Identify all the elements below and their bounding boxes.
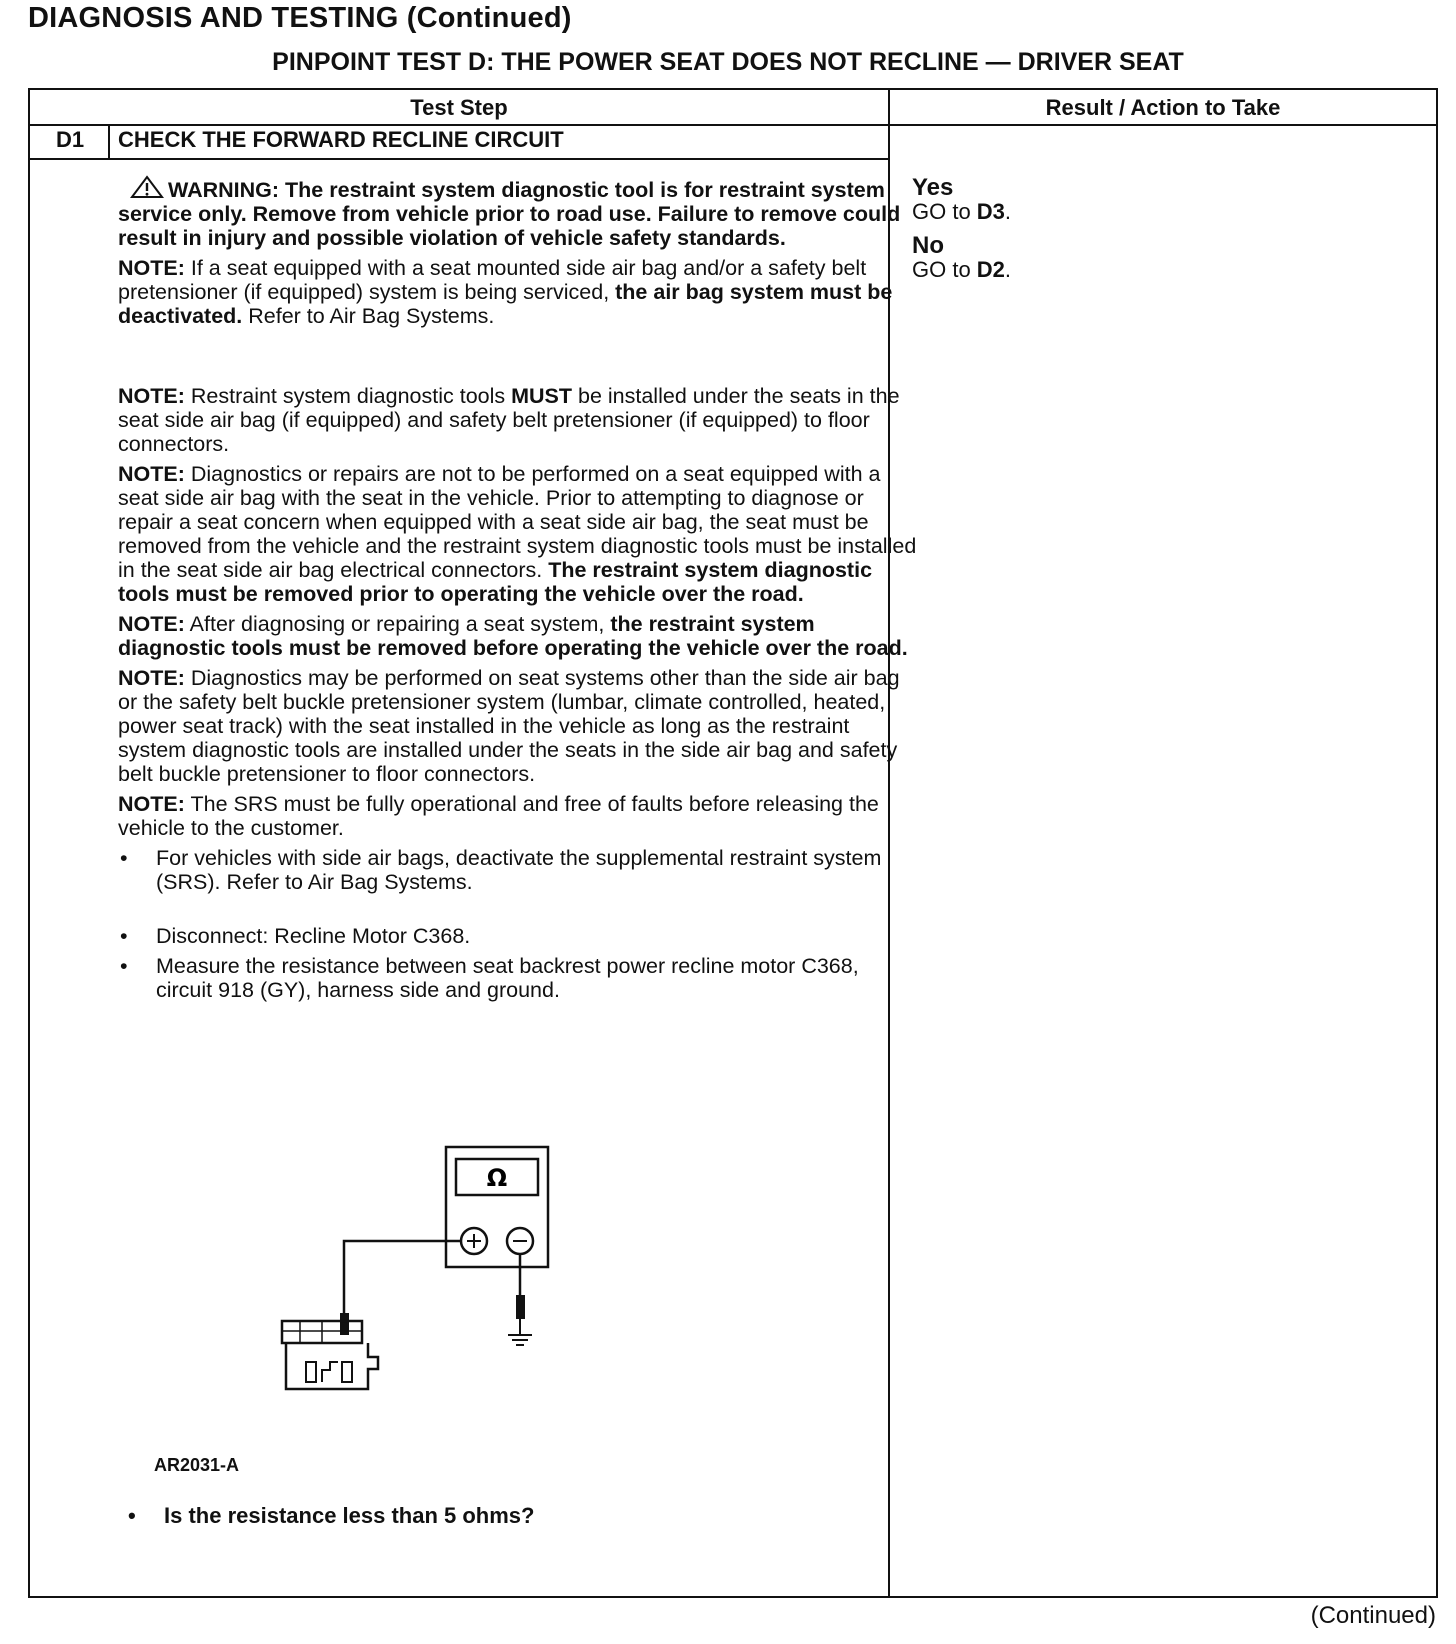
note-bold: the air bag system must be deactivated. <box>118 280 893 328</box>
note-text: Restraint system diagnostic tools <box>184 384 512 408</box>
note-text: Diagnostics may be performed on seat systems other than the side air bag or the safety belt buckle pretensioner system (lumbar, climate controlled, heated, power seat track) with the seat installed in the vehicle as long as the restraint system diagnostic tools are installed under the seats in the side air bag and safety belt buckle pretensioner to floor connectors. <box>118 666 900 786</box>
note-label: NOTE: <box>118 612 185 636</box>
bullet-item: • Measure the resistance between seat backrest power recline motor C368, circuit 918 (GY), harness side and ground. <box>118 954 918 1002</box>
result-no-action: GO to D2. <box>912 257 1012 282</box>
step-row-divider <box>30 158 888 160</box>
bullet-item: • Disconnect: Recline Motor C368. <box>118 924 918 948</box>
note-bold: The restraint system diagnostic tools must be removed prior to operating the vehicle over the road. <box>118 558 873 606</box>
question-text: • Is the resistance less than 5 ohms? <box>126 1503 886 1529</box>
step-question <box>126 1503 886 1529</box>
note-label: NOTE: <box>118 256 185 280</box>
pinpoint-test-title: PINPOINT TEST D: THE POWER SEAT DOES NOT RECLINE — DRIVER SEAT <box>272 48 1184 76</box>
note-text: After diagnosing or repairing a seat system, <box>184 612 611 636</box>
bullet-item: • For vehicles with side air bags, deactivate the supplemental restraint system (SRS). Refer to Air Bag Systems. <box>118 846 918 894</box>
step-title: CHECK THE FORWARD RECLINE CIRCUIT <box>118 127 564 152</box>
note-bold: MUST <box>511 384 573 408</box>
note-tail: Refer to Air Bag Systems. <box>242 304 495 328</box>
header-test-step: Test Step <box>410 95 508 120</box>
note-text: be installed under the seats in the seat side air bag (if equipped) and safety belt pretensioner (if equipped) to floor connectors. <box>118 384 900 456</box>
note-label: NOTE: <box>118 384 185 408</box>
yes-target-link[interactable]: D3 <box>976 199 1005 224</box>
result-no-label: No <box>912 232 944 259</box>
note-6 <box>118 792 918 840</box>
note-label: NOTE: <box>118 792 185 816</box>
note-text: If a seat equipped with a seat mounted side air bag and/or a safety belt pretensioner (if equipped) system is being serviced, <box>118 256 867 304</box>
note-1 <box>118 256 918 328</box>
result-column <box>912 166 1392 288</box>
positive-lead <box>344 1241 461 1327</box>
header-result-action: Result / Action to Take <box>1045 95 1281 120</box>
warning-triangle-icon <box>130 175 164 199</box>
figure-label: AR2031-A <box>154 1455 240 1475</box>
result-yes-action: GO to D3. <box>912 199 1012 224</box>
step-instructions <box>118 175 918 1008</box>
result-yes-label: Yes <box>912 174 954 201</box>
note-text: Diagnostics or repairs are not to be performed on a seat equipped with a seat side air bag with the seat in the vehicle. Prior to attempting to diagnose or repair a seat concern when equipped with a seat side air bag, the seat must be removed from the vehicle and the restraint system diagnostic tools must be installed in the seat side air bag electrical connectors. <box>118 462 917 582</box>
note-3 <box>118 462 918 606</box>
note-text: The SRS must be fully operational and free of faults before releasing the vehicle to the customer. <box>118 792 879 840</box>
note-2 <box>118 384 918 456</box>
note-4 <box>118 612 918 660</box>
pinpoint-test-table <box>28 88 1438 1598</box>
warning-text: WARNING: The restraint system diagnostic tool is for restraint system service only. Remove from vehicle prior to road use. Failure to remove could result in injury and possible violation of vehicle safety standards. <box>118 178 901 250</box>
warning-block <box>118 175 918 250</box>
note-label: NOTE: <box>118 666 185 690</box>
note-label: NOTE: <box>118 462 185 486</box>
note-bold: the restraint system diagnostic tools must be removed before operating the vehicle over the road. <box>118 612 908 660</box>
ohmmeter-diagram <box>280 1145 600 1425</box>
step-id: D1 <box>55 127 85 152</box>
connector-c368-icon <box>282 1321 378 1389</box>
ground-icon <box>508 1335 532 1345</box>
ohm-symbol: Ω <box>486 1164 508 1192</box>
note-5 <box>118 666 918 786</box>
continued-footer: (Continued) <box>1310 1602 1436 1629</box>
page-header: DIAGNOSIS AND TESTING (Continued) <box>28 2 572 34</box>
no-target-link[interactable]: D2 <box>976 257 1005 282</box>
